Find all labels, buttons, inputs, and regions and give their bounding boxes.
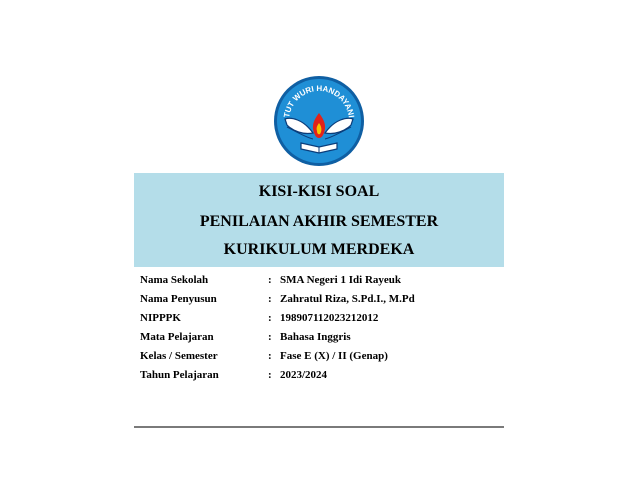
info-label: Tahun Pelajaran — [140, 369, 219, 381]
tut-wuri-handayani-logo — [273, 75, 365, 167]
info-row-author — [140, 290, 500, 309]
info-colon: : — [268, 274, 272, 286]
info-label: Nama Penyusun — [140, 293, 217, 305]
info-row-subject — [140, 328, 500, 347]
info-row-class-semester — [140, 347, 500, 366]
identity-table — [140, 271, 500, 385]
info-label: Kelas / Semester — [140, 350, 218, 362]
title-band — [134, 173, 504, 267]
info-row-academic-year — [140, 366, 500, 385]
title-line-1: KISI-KISI SOAL — [258, 183, 380, 200]
info-colon: : — [268, 331, 272, 343]
info-colon: : — [268, 293, 272, 305]
info-colon: : — [268, 369, 272, 381]
info-row-nipppk — [140, 309, 500, 328]
info-colon: : — [268, 312, 272, 324]
info-label: Mata Pelajaran — [140, 331, 214, 343]
info-row-school — [140, 271, 500, 290]
title-line-2: PENILAIAN AKHIR SEMESTER — [199, 213, 439, 230]
info-label: NIPPPK — [140, 312, 181, 324]
title-line-3: KURIKULUM MERDEKA — [223, 241, 415, 258]
info-value: SMA Negeri 1 Idi Rayeuk — [280, 274, 401, 286]
info-label: Nama Sekolah — [140, 274, 209, 286]
logo-motto-text: TUT WURI HANDAYANI — [282, 83, 356, 119]
info-value: Bahasa Inggris — [280, 331, 351, 343]
info-colon: : — [268, 350, 272, 362]
bottom-divider — [134, 426, 504, 428]
info-value: 2023/2024 — [280, 369, 328, 381]
info-value: 198907112023212012 — [280, 312, 379, 324]
info-value: Zahratul Riza, S.Pd.I., M.Pd — [280, 293, 415, 305]
info-value: Fase E (X) / II (Genap) — [280, 350, 388, 362]
